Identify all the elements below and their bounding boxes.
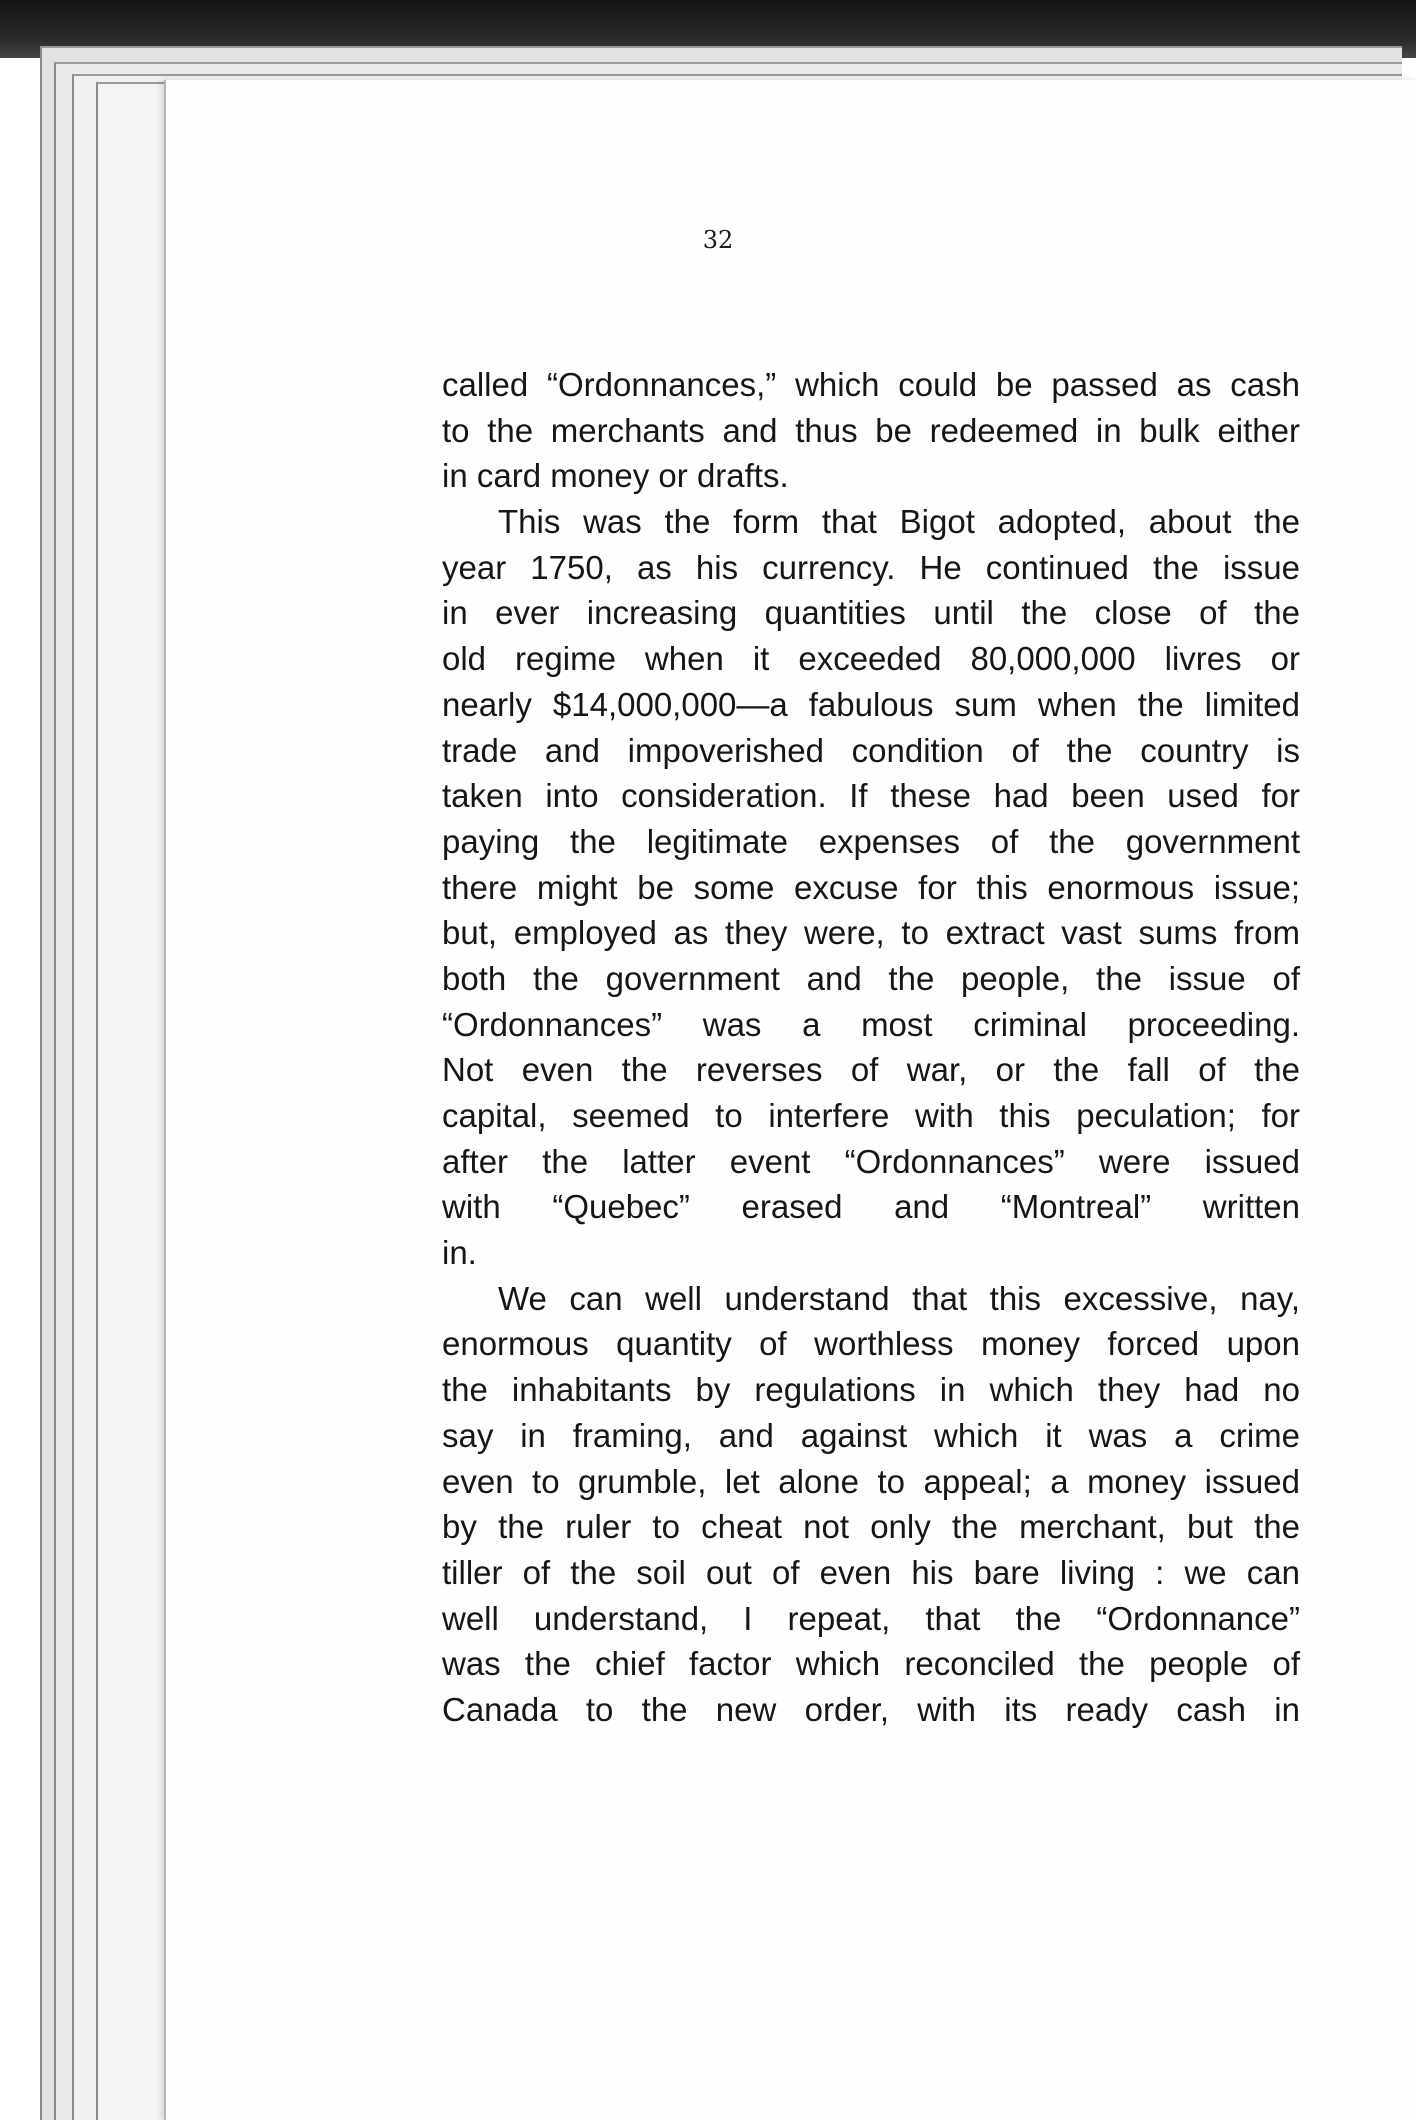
text-line: old regime when it exceeded 80,000,000 livres or	[442, 640, 1300, 678]
text-line: by the ruler to cheat not only the merchant, but the	[442, 1508, 1300, 1546]
text-line: in ever increasing quantities until the close of the	[442, 594, 1300, 632]
text-line: to the merchants and thus be redeemed in bulk either	[442, 411, 1300, 449]
text-line: “Ordonnances” was a most criminal proceeding.	[442, 1005, 1300, 1043]
text-line: there might be some excuse for this enormous issue;	[442, 868, 1300, 906]
text-line: well understand, I repeat, that the “Ordonnance”	[442, 1599, 1300, 1637]
text-line: was the chief factor which reconciled the people of	[442, 1645, 1300, 1683]
text-line: paying the legitimate expenses of the government	[442, 822, 1300, 860]
page-number: 32	[702, 226, 734, 254]
text-line: say in framing, and against which it was a crime	[442, 1416, 1300, 1454]
text-line: This was the form that Bigot adopted, about the	[498, 503, 1300, 541]
text-line: Not even the reverses of war, or the fall of the	[442, 1051, 1300, 1089]
text-line: Canada to the new order, with its ready cash in	[442, 1690, 1300, 1728]
text-line: with “Quebec” erased and “Montreal” written	[442, 1188, 1300, 1226]
text-line: after the latter event “Ordonnances” were issued	[442, 1142, 1300, 1180]
text-line: enormous quantity of worthless money forced upon	[442, 1325, 1300, 1363]
text-line: We can well understand that this excessive, nay,	[498, 1279, 1300, 1317]
text-line: but, employed as they were, to extract vast sums from	[442, 914, 1300, 952]
text-line: year 1750, as his currency. He continued the issue	[442, 548, 1300, 586]
text-line: trade and impoverished condition of the country is	[442, 731, 1300, 769]
body-text	[442, 362, 1300, 1733]
text-line: called “Ordonnances,” which could be passed as cash	[442, 366, 1300, 403]
text-line: in.	[442, 1234, 477, 1272]
text-line: in card money or drafts.	[442, 457, 789, 495]
text-line: nearly $14,000,000—a fabulous sum when the limited	[442, 685, 1300, 723]
text-line: capital, seemed to interfere with this peculation; for	[442, 1097, 1300, 1134]
text-line: tiller of the soil out of even his bare living : we can	[442, 1553, 1300, 1591]
text-line: taken into consideration. If these had been used for	[442, 777, 1300, 815]
text-line: even to grumble, let alone to appeal; a money issued	[442, 1462, 1300, 1500]
text-line: both the government and the people, the issue of	[442, 959, 1300, 997]
text-line: the inhabitants by regulations in which they had no	[442, 1371, 1300, 1409]
